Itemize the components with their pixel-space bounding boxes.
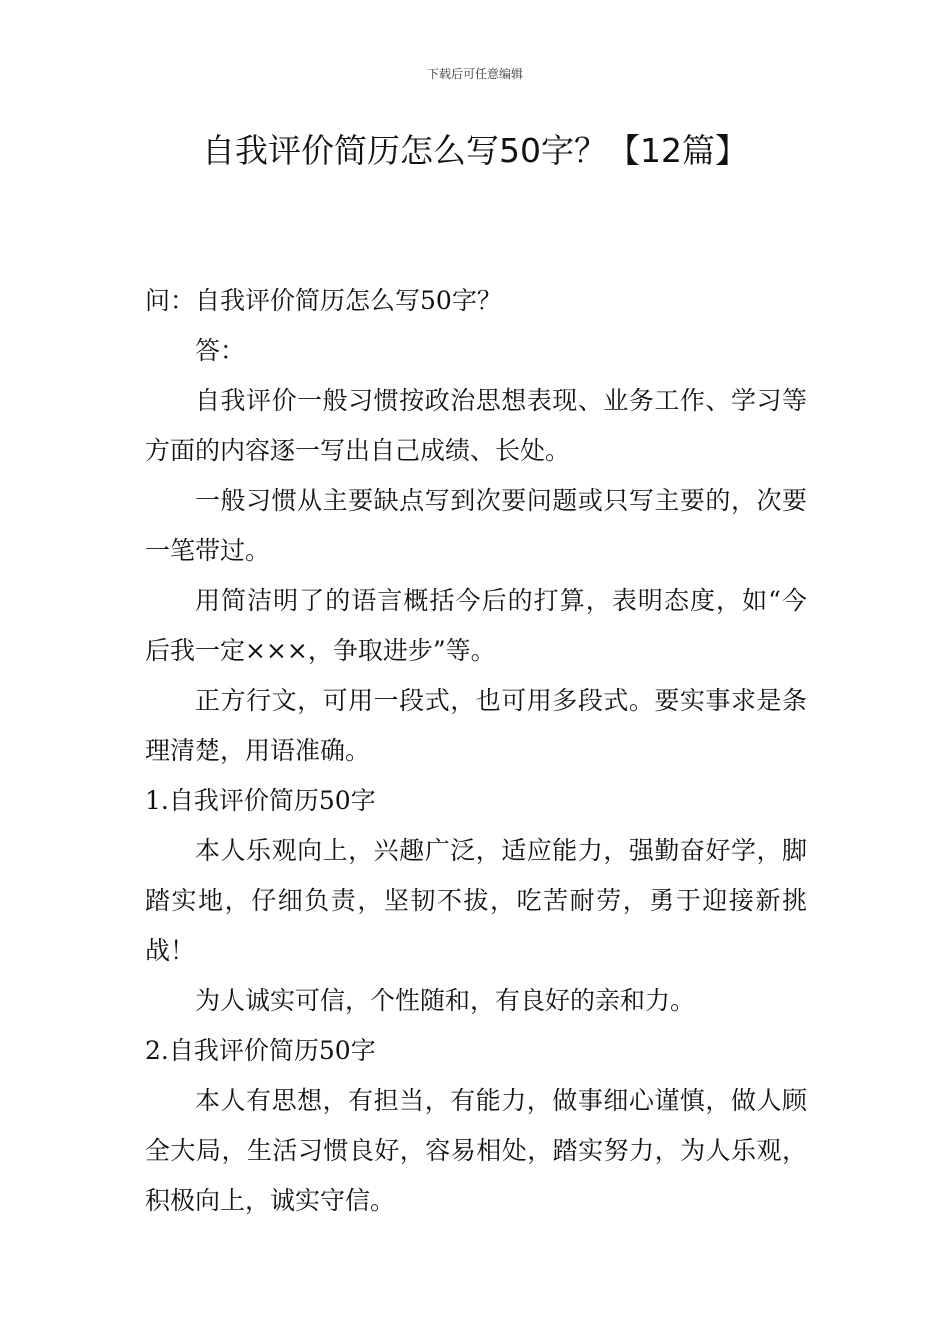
header-note: 下载后可任意编辑 [426, 67, 523, 81]
body-paragraph: 为人诚实可信，个性随和，有良好的亲和力。 [195, 986, 696, 1015]
document-title: 自我评价简历怎么写50字？【12篇】 [202, 131, 748, 170]
body-paragraph: 一般习惯从主要缺点写到次要问题或只写主要的，次要一笔带过。 [145, 486, 807, 565]
answer-label: 答： [195, 336, 246, 365]
body-paragraph: 本人有思想，有担当，有能力，做事细心谨慎，做人顾全大局，生活习惯良好，容易相处，踏实努力，为人乐观，积极向上，诚实守信。 [145, 1086, 807, 1215]
body-paragraph: 用简洁明了的语言概括今后的打算，表明态度，如“今后我一定×××，争取进步”等。 [145, 586, 807, 665]
section-heading: 2.自我评价简历50字 [145, 1036, 376, 1065]
body-paragraph: 自我评价一般习惯按政治思想表现、业务工作、学习等方面的内容逐一写出自己成绩、长处。 [145, 386, 807, 465]
body-paragraph: 本人乐观向上，兴趣广泛，适应能力，强勤奋好学，脚踏实地，仔细负责，坚韧不拔，吃苦耐劳，勇于迎接新挑战！ [145, 836, 807, 965]
document-body [145, 276, 807, 1226]
section-heading: 1.自我评价简历50字 [145, 786, 376, 815]
question-line: 问：自我评价简历怎么写50字？ [145, 286, 502, 315]
body-paragraph: 正方行文，可用一段式，也可用多段式。要实事求是条理清楚，用语准确。 [145, 686, 807, 765]
